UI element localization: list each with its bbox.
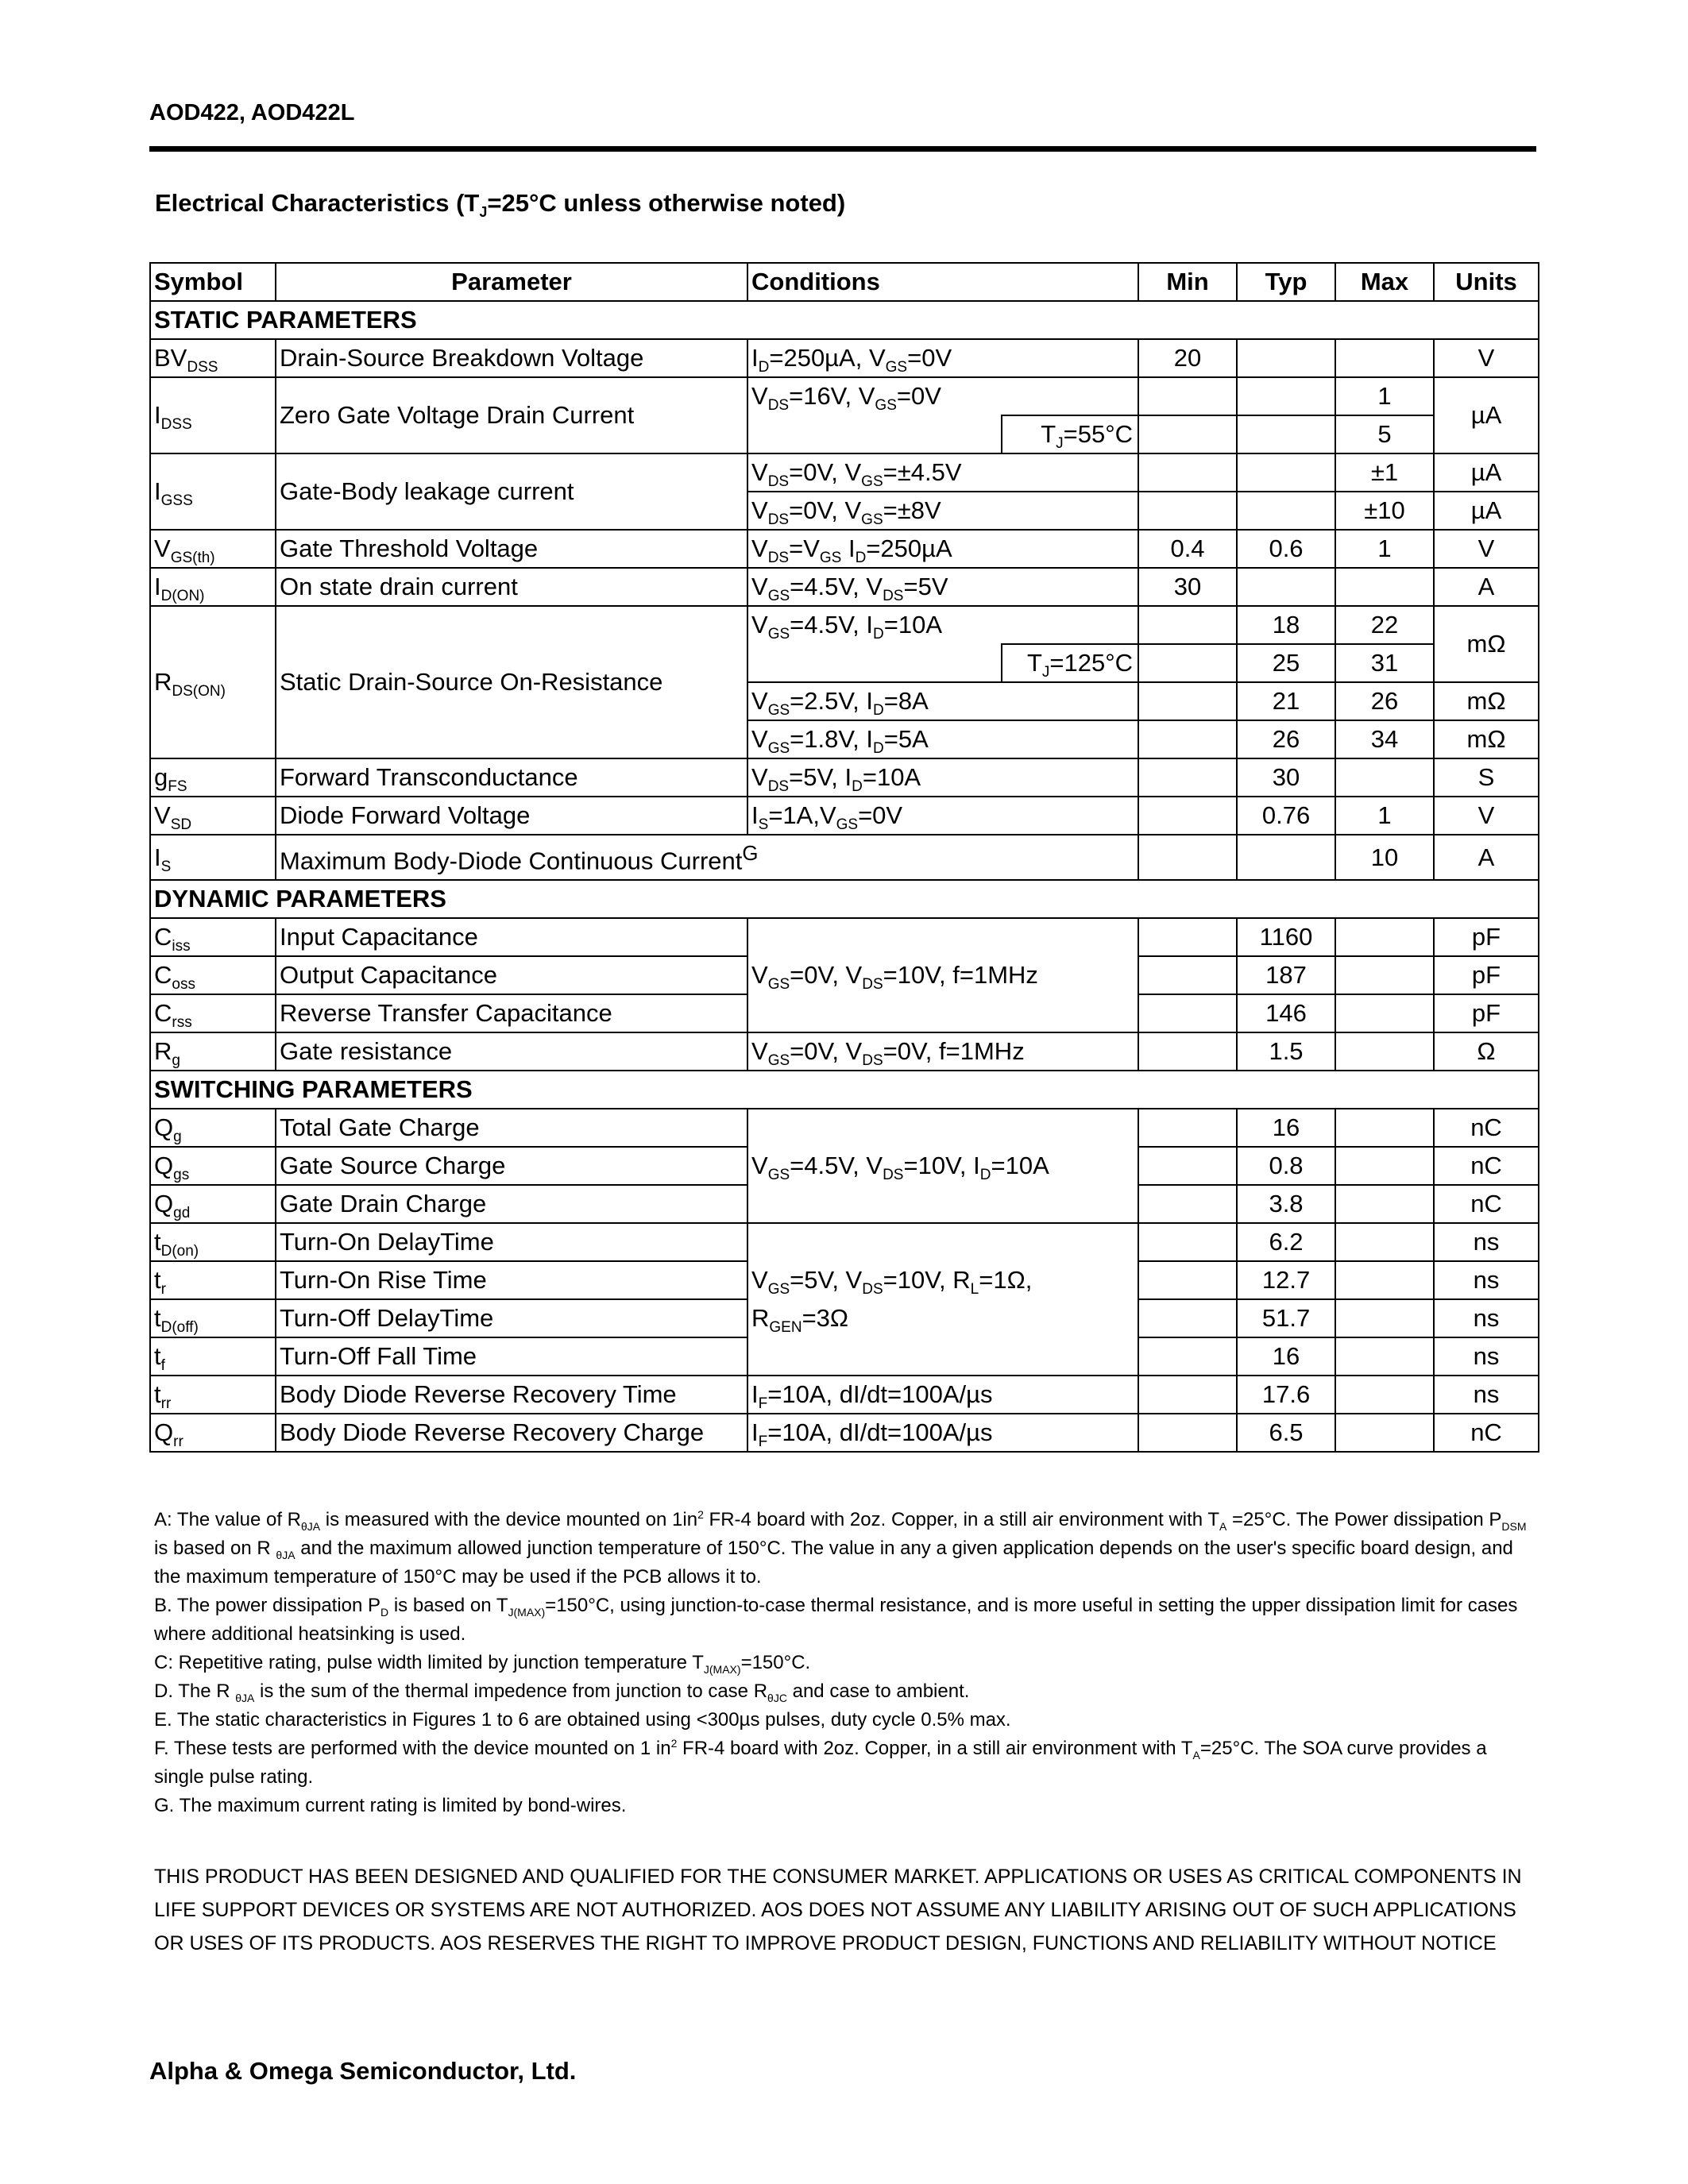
typ-value [1237,492,1335,530]
table-row [150,606,1539,644]
table-row [150,530,1539,568]
table-row [150,1376,1539,1414]
parameter: Maximum Body-Diode Continuous Current$^G$ [276,835,1138,880]
max-value: ±1 [1335,453,1434,492]
parameter: Diode Forward Voltage [276,797,747,835]
max-value: 34 [1335,720,1434,758]
units: pF [1434,956,1539,994]
units: µA [1434,492,1539,530]
parameter: Reverse Transfer Capacitance [276,994,747,1032]
symbol: $Q_{gd}$ [150,1185,276,1223]
min-value [1138,758,1237,797]
parameter: Turn-Off Fall Time [276,1337,747,1376]
units: A [1434,835,1539,880]
units: ns [1434,1299,1539,1337]
min-value [1138,797,1237,835]
max-value [1335,1032,1434,1071]
parameter: Gate Threshold Voltage [276,530,747,568]
electrical-characteristics-table [149,262,1539,1453]
symbol: $R_g$ [150,1032,276,1071]
min-value [1138,682,1237,720]
section-switching: SWITCHING PARAMETERS [150,1071,1539,1109]
parameter: Zero Gate Voltage Drain Current [276,377,747,453]
table-row [150,918,1539,956]
max-value: 5 [1335,415,1434,453]
symbol: $t_f$ [150,1337,276,1376]
conditions: $V_{DS}=V_{GS}$ $I_D=250\mu A$ [747,530,1138,568]
header-conditions: Conditions [747,263,1138,301]
max-value [1335,1223,1434,1261]
typ-value: 21 [1237,682,1335,720]
symbol: $C_{oss}$ [150,956,276,994]
conditions: $V_{GS}=1.8V$, $I_D=5A$ [747,720,1138,758]
min-value [1138,720,1237,758]
parameter: Gate-Body leakage current [276,453,747,530]
units: ns [1434,1261,1539,1299]
max-value: 1 [1335,797,1434,835]
max-value [1335,918,1434,956]
min-value [1138,956,1237,994]
typ-value: 187 [1237,956,1335,994]
typ-value: 30 [1237,758,1335,797]
min-value: 0.4 [1138,530,1237,568]
parameter: Static Drain-Source On-Resistance [276,606,747,758]
min-value [1138,453,1237,492]
units: nC [1434,1185,1539,1223]
section-title: Electrical Characteristics ($T_J=25^\circ C$ unless otherwise noted) [155,189,846,221]
min-value [1138,492,1237,530]
typ-value [1237,415,1335,453]
typ-value: 6.2 [1237,1223,1335,1261]
conditions-tj: $T_J=125^\circ C$ [1002,644,1138,682]
typ-value [1237,339,1335,377]
header-max: Max [1335,263,1434,301]
units: ns [1434,1337,1539,1376]
min-value [1138,1299,1237,1337]
units: pF [1434,918,1539,956]
max-value [1335,956,1434,994]
units: pF [1434,994,1539,1032]
max-value: 26 [1335,682,1434,720]
parameter: Output Capacitance [276,956,747,994]
section-dynamic: DYNAMIC PARAMETERS [150,880,1539,918]
max-value [1335,1414,1434,1452]
max-value [1335,1261,1434,1299]
units: mΩ [1434,682,1539,720]
footnote-e: E. The static characteristics in Figures 1 to 6 are obtained using <300µs pulses, duty cycle 0.5% max. [154,1709,1011,1731]
units: µA [1434,377,1539,453]
min-value [1138,1337,1237,1376]
typ-value: 1.5 [1237,1032,1335,1071]
conditions: $I_F=10A$, dI/dt=100A/µs [747,1376,1138,1414]
typ-value: 18 [1237,606,1335,644]
max-value [1335,1337,1434,1376]
typ-value: 17.6 [1237,1376,1335,1414]
min-value [1138,644,1237,682]
units: A [1434,568,1539,606]
max-value: ±10 [1335,492,1434,530]
footnote-a: A: The value of $R_{\theta JA}$ is measured with the device mounted on $1in^2$ FR-4 board with 2oz. Copper, in a still air environment with $T_A =25^\circ C$. The Power dissipation $P_{DSM}$ is based on R $_{\theta JA}$ and the maximum allowed junction temperature of 150°C. The value in any a given application depends on the user's specific board design, and the maximum temperature of 150°C may be used if the PCB allows it to. [154,1508,1527,1588]
header-parameter: Parameter [276,263,747,301]
typ-value: 0.6 [1237,530,1335,568]
symbol: $t_{rr}$ [150,1376,276,1414]
max-value [1335,994,1434,1032]
conditions: $V_{DS}=0V$, $V_{GS}=\pm 4.5V$ [747,453,1138,492]
typ-value: 0.8 [1237,1147,1335,1185]
typ-value: 16 [1237,1337,1335,1376]
min-value [1138,835,1237,880]
min-value [1138,1376,1237,1414]
min-value [1138,606,1237,644]
parameter: Input Capacitance [276,918,747,956]
parameter: Gate Source Charge [276,1147,747,1185]
units: mΩ [1434,720,1539,758]
symbol: $Q_{gs}$ [150,1147,276,1185]
units: Ω [1434,1032,1539,1071]
parameter: Forward Transconductance [276,758,747,797]
conditions: $V_{GS}=4.5V$, $V_{DS}=5V$ [747,568,1138,606]
symbol: $R_{DS(ON)}$ [150,606,276,758]
units: ns [1434,1376,1539,1414]
min-value [1138,377,1237,415]
symbol: $BV_{DSS}$ [150,339,276,377]
parameter: Total Gate Charge [276,1109,747,1147]
symbol: $t_r$ [150,1261,276,1299]
max-value [1335,568,1434,606]
parameter: Drain-Source Breakdown Voltage [276,339,747,377]
min-value [1138,918,1237,956]
parameter: Body Diode Reverse Recovery Time [276,1376,747,1414]
typ-value: 0.76 [1237,797,1335,835]
table-row [150,797,1539,835]
footnote-f: F. These tests are performed with the device mounted on 1 $in^2$ FR-4 board with 2oz. Copper, in a still air environment with $T_A=25^\circ C$. The SOA curve provides a single pulse rating. [154,1737,1487,1788]
footnotes [154,1506,1536,1820]
conditions-blank [747,644,1002,682]
conditions: $V_{DS}=16V$, $V_{GS}=0V$ [747,377,1138,415]
parameter: Turn-Off DelayTime [276,1299,747,1337]
min-value [1138,1223,1237,1261]
parameter: Gate resistance [276,1032,747,1071]
footnote-c: C: Repetitive rating, pulse width limited by junction temperature $T_{J(MAX)}=150^\circ C$. [154,1652,811,1676]
conditions: $I_D=250\mu A$, $V_{GS}=0V$ [747,339,1138,377]
typ-value: 6.5 [1237,1414,1335,1452]
conditions: $V_{DS}=0V$, $V_{GS}=\pm 8V$ [747,492,1138,530]
symbol: $I_{DSS}$ [150,377,276,453]
units: V [1434,339,1539,377]
max-value: 22 [1335,606,1434,644]
typ-value: 1160 [1237,918,1335,956]
conditions: $V_{GS}=4.5V$, $I_D=10A$ [747,606,1138,644]
header-symbol: Symbol [150,263,276,301]
table-row [150,568,1539,606]
symbol: $C_{rss}$ [150,994,276,1032]
conditions: $V_{DS}=5V$, $I_D=10A$ [747,758,1138,797]
header-typ: Typ [1237,263,1335,301]
typ-value: 146 [1237,994,1335,1032]
table-row [150,1032,1539,1071]
symbol: $V_{GS(th)}$ [150,530,276,568]
disclaimer: THIS PRODUCT HAS BEEN DESIGNED AND QUALIFIED FOR THE CONSUMER MARKET. APPLICATIONS OR USES AS CRITICAL COMPONENTS IN LIFE SUPPORT DEVICES OR SYSTEMS ARE NOT AUTHORIZED. AOS DOES NOT ASSUME ANY LIABILITY ARISING OUT OF SUCH APPLICATIONS OR USES OF ITS PRODUCTS. AOS RESERVES THE RIGHT TO IMPROVE PRODUCT DESIGN, FUNCTIONS AND RELIABILITY WITHOUT NOTICE [154,1866,1522,1954]
units: µA [1434,453,1539,492]
conditions-blank [747,415,1002,453]
units: S [1434,758,1539,797]
min-value [1138,1147,1237,1185]
header-min: Min [1138,263,1237,301]
table-header-row [150,263,1539,301]
table-row [150,758,1539,797]
typ-value: 12.7 [1237,1261,1335,1299]
table-row [150,835,1539,880]
typ-value: 3.8 [1237,1185,1335,1223]
min-value: 30 [1138,568,1237,606]
max-value [1335,1376,1434,1414]
max-value [1335,1147,1434,1185]
units: V [1434,797,1539,835]
units: ns [1434,1223,1539,1261]
symbol: $I_{D(ON)}$ [150,568,276,606]
typ-value: 51.7 [1237,1299,1335,1337]
conditions: $I_F=10A$, dI/dt=100A/µs [747,1414,1138,1452]
typ-value: 26 [1237,720,1335,758]
typ-value: 16 [1237,1109,1335,1147]
symbol: $g_{FS}$ [150,758,276,797]
min-value [1138,1032,1237,1071]
max-value [1335,339,1434,377]
max-value [1335,1109,1434,1147]
min-value [1138,994,1237,1032]
typ-value [1237,377,1335,415]
header-rule [149,146,1536,152]
typ-value [1237,453,1335,492]
conditions: $V_{GS}=4.5V$, $V_{DS}=10V$, $I_D=10A$ [747,1109,1138,1223]
units: nC [1434,1147,1539,1185]
typ-value: 25 [1237,644,1335,682]
section-static: STATIC PARAMETERS [150,301,1539,339]
symbol: $Q_g$ [150,1109,276,1147]
conditions: $V_{GS}=0V$, $V_{DS}=10V$, f=1MHz [747,918,1138,1032]
conditions: $I_S=1A,V_{GS}=0V$ [747,797,1138,835]
max-value: 1 [1335,530,1434,568]
symbol: $V_{SD}$ [150,797,276,835]
min-value [1138,1185,1237,1223]
min-value: 20 [1138,339,1237,377]
parameter: On state drain current [276,568,747,606]
conditions: $V_{GS}=5V$, $V_{DS}=10V$, $R_L=1\Omega$, $R_{GEN}=3\Omega$ [747,1223,1138,1376]
symbol: $I_{GSS}$ [150,453,276,530]
conditions: $V_{GS}=2.5V$, $I_D=8A$ [747,682,1138,720]
table-row [150,1223,1539,1261]
footnote-b: B. The power dissipation $P_D$ is based on $T_{J(MAX)}=150^\circ C$, using junction-to-case thermal resistance, and is more useful in setting the upper dissipation limit for cases where additional heatsinking is used. [154,1595,1518,1645]
symbol: $C_{iss}$ [150,918,276,956]
units: nC [1434,1109,1539,1147]
symbol: $I_S$ [150,835,276,880]
header-units: Units [1434,263,1539,301]
min-value [1138,1109,1237,1147]
table-row [150,1109,1539,1147]
symbol: $Q_{rr}$ [150,1414,276,1452]
parameter: Gate Drain Charge [276,1185,747,1223]
page-header: AOD422, AOD422L [149,100,355,125]
typ-value [1237,568,1335,606]
units: V [1434,530,1539,568]
max-value: 10 [1335,835,1434,880]
conditions: $V_{GS}=0V$, $V_{DS}=0V$, f=1MHz [747,1032,1138,1071]
units: nC [1434,1414,1539,1452]
table-row [150,377,1539,415]
min-value [1138,415,1237,453]
min-value [1138,1261,1237,1299]
table-row [150,1414,1539,1452]
max-value: 1 [1335,377,1434,415]
conditions-tj: $T_J=55^\circ C$ [1002,415,1138,453]
max-value: 31 [1335,644,1434,682]
parameter: Turn-On DelayTime [276,1223,747,1261]
table-row [150,453,1539,492]
parameter: Body Diode Reverse Recovery Charge [276,1414,747,1452]
table-row [150,339,1539,377]
footnote-d: D. The R $_{\theta JA}$ is the sum of the thermal impedence from junction to case $R_{\theta JC}$ and case to ambient. [154,1680,970,1704]
symbol: $t_{D(on)}$ [150,1223,276,1261]
symbol: $t_{D(off)}$ [150,1299,276,1337]
units: mΩ [1434,606,1539,682]
max-value [1335,758,1434,797]
min-value [1138,1414,1237,1452]
max-value [1335,1185,1434,1223]
max-value [1335,1299,1434,1337]
typ-value [1237,835,1335,880]
footer-company: Alpha & Omega Semiconductor, Ltd. [149,2057,577,2085]
parameter: Turn-On Rise Time [276,1261,747,1299]
footnote-g: G. The maximum current rating is limited by bond-wires. [154,1795,627,1816]
